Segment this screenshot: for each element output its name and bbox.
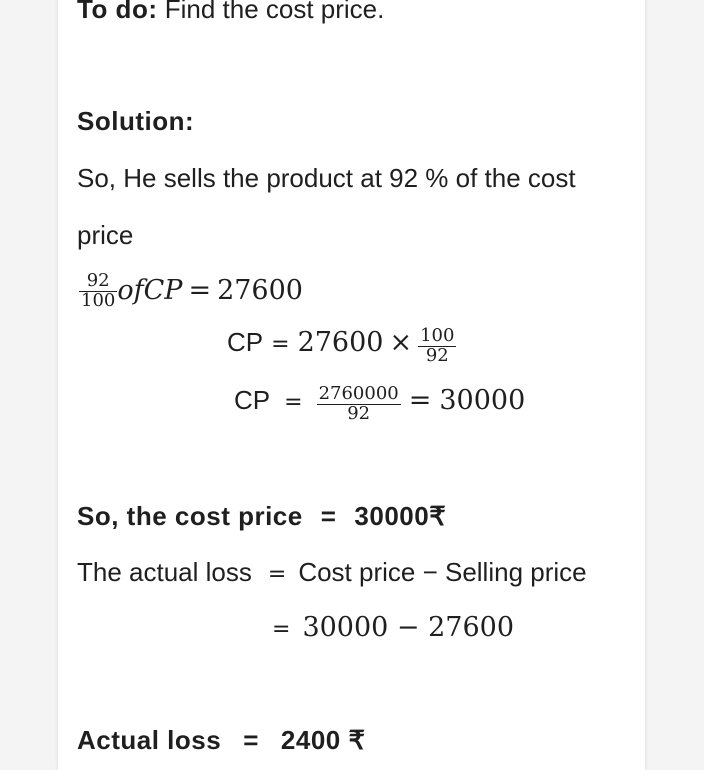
actual-loss-calculation xyxy=(272,612,514,643)
result-label: Actual loss xyxy=(77,725,222,755)
calculation-expression: 30000 − 27600 xyxy=(302,612,515,643)
fraction-denominator: 100 xyxy=(81,289,116,311)
cost-price-line xyxy=(77,501,446,532)
solution-heading: Solution: xyxy=(77,106,195,136)
equals-sign: = xyxy=(188,274,212,306)
cost-price-label: So, the cost price xyxy=(77,501,303,531)
equation-result: 30000 xyxy=(439,385,526,416)
actual-loss-result xyxy=(77,725,366,756)
times-sign: × xyxy=(389,327,413,358)
equals-sign: = xyxy=(272,617,291,642)
cost-price-value: 30000₹ xyxy=(354,501,447,531)
equals-sign: = xyxy=(271,332,290,357)
equation-1 xyxy=(79,272,303,311)
equals-sign: = xyxy=(284,390,303,415)
todo-label: To do: xyxy=(77,0,158,24)
equation-value: 27600 xyxy=(297,327,384,358)
fraction-denominator: 92 xyxy=(347,403,371,425)
equals-sign: = xyxy=(267,562,287,587)
equation-lhs: CP xyxy=(227,327,264,357)
actual-loss-expression: Cost price − Selling price xyxy=(298,557,587,587)
actual-loss-label: The actual loss xyxy=(77,557,252,587)
fraction-denominator: 92 xyxy=(425,345,449,367)
fraction-numerator: 2760000 xyxy=(318,383,399,405)
fraction-92-over-100 xyxy=(79,272,117,311)
equals-sign: = xyxy=(243,725,259,755)
equation-3 xyxy=(234,385,525,424)
equation-2 xyxy=(227,327,456,366)
equation-value: 27600 xyxy=(217,274,303,306)
equation-lhs: CP xyxy=(234,385,271,415)
equals-sign: = xyxy=(320,501,337,531)
fraction-numerator: 92 xyxy=(79,272,117,292)
fraction-100-over-92 xyxy=(418,327,456,366)
equals-sign-2: = xyxy=(408,385,432,416)
result-value: 2400 ₹ xyxy=(280,725,366,755)
sells-line-2: price xyxy=(77,220,134,250)
actual-loss-formula xyxy=(77,557,587,588)
todo-line xyxy=(77,0,384,25)
todo-text: Find the cost price. xyxy=(157,0,385,24)
sells-line-1: So, He sells the product at 92 % of the cost xyxy=(77,163,576,193)
fraction-numerator: 100 xyxy=(420,325,455,347)
equation-variables: ofCP xyxy=(117,274,183,306)
fraction-2760000-over-92 xyxy=(317,385,401,424)
